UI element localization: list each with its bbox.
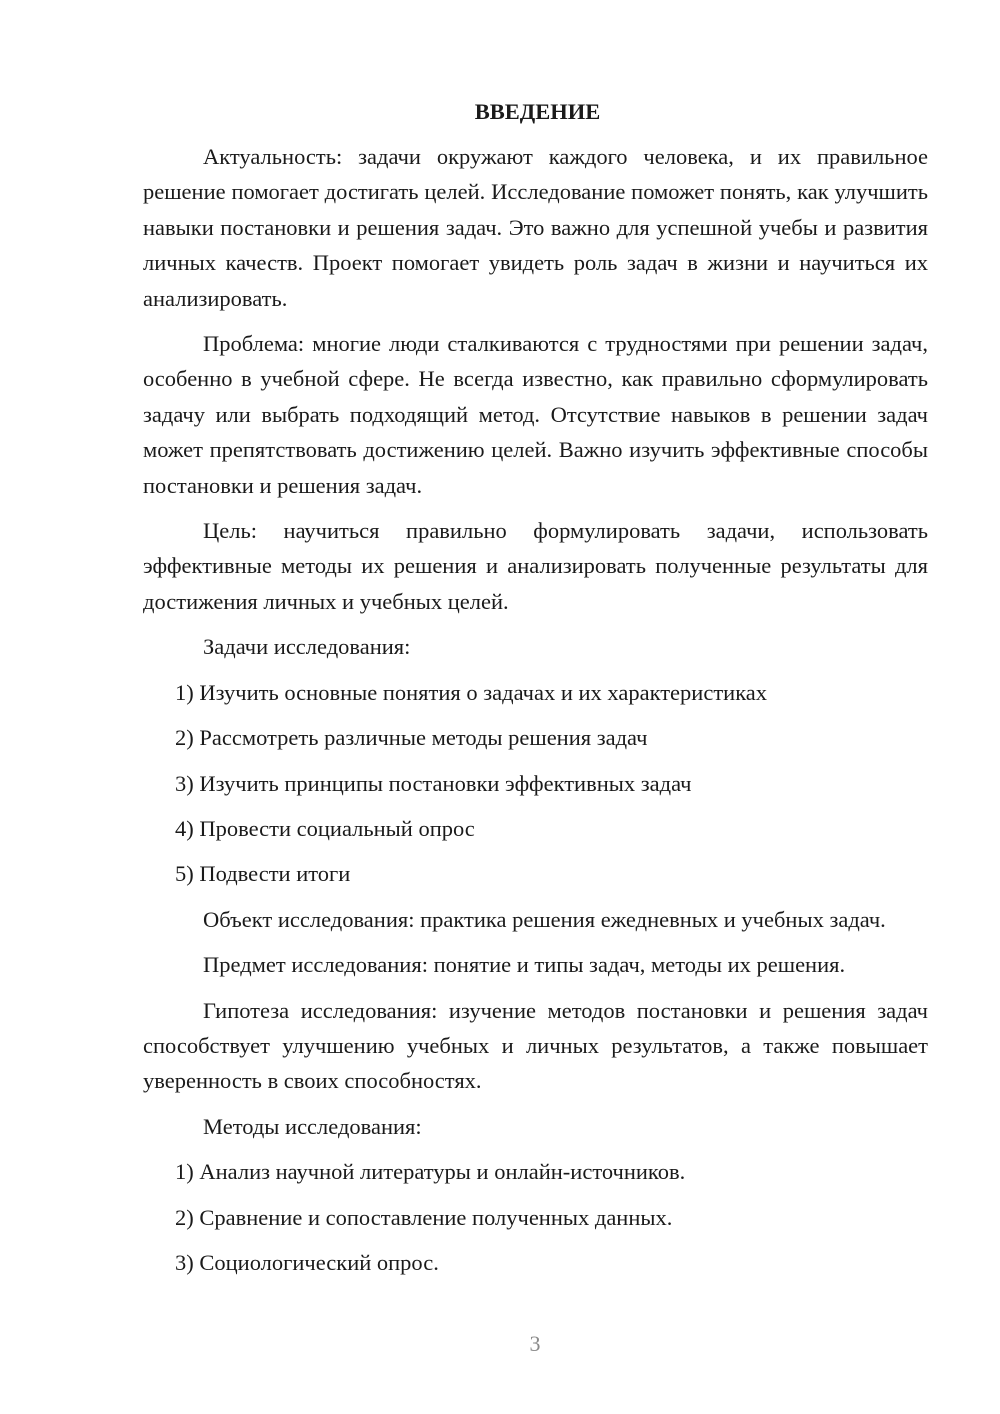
paragraph-hypothesis: Гипотеза исследования: изучение методов постановки и решения задач способствует улучшению учебных и личных результатов, а также повышает уверенность в своих способностях. bbox=[143, 997, 928, 1094]
page-content bbox=[143, 94, 928, 1290]
list-item: 2) Сравнение и сопоставление полученных данных. bbox=[175, 1204, 673, 1230]
paragraph-problem: Проблема: многие люди сталкиваются с трудностями при решении задач, особенно в учебной сфере. Не всегда известно, как правильно сформулировать задачу или выбрать подходящий метод. Отсутствие навыков в решении задач может препятствовать достижению целей. Важно изучить эффективные способы постановки и решения задач. bbox=[143, 331, 928, 498]
tasks-label: Задачи исследования: bbox=[203, 634, 411, 660]
list-item: 2) Рассмотреть различные методы решения задач bbox=[175, 725, 648, 751]
page-number: 3 bbox=[529, 1331, 541, 1356]
paragraph-goal: Цель: научиться правильно формулировать задачи, использовать эффективные методы их решения и анализировать полученные результаты для достижения личных и учебных целей. bbox=[143, 518, 928, 614]
list-item: 4) Провести социальный опрос bbox=[175, 815, 475, 841]
list-item: 5) Подвести итоги bbox=[175, 861, 351, 887]
list-item: 3) Изучить принципы постановки эффективных задач bbox=[175, 770, 692, 796]
paragraph-relevance: Актуальность: задачи окружают каждого человека, и их правильное решение помогает достигать целей. Исследование поможет понять, как улучшить навыки постановки и решения задач. Это важно для успешной учебы и развития личных качеств. Проект помогает увидеть роль задач в жизни и научиться их анализировать. bbox=[143, 144, 928, 311]
paragraph-subject: Предмет исследования: понятие и типы задач, методы их решения. bbox=[203, 952, 846, 978]
list-item: 3) Социологический опрос. bbox=[175, 1249, 439, 1275]
tasks-list bbox=[143, 675, 928, 892]
methods-list bbox=[143, 1154, 928, 1280]
list-item: 1) Изучить основные понятия о задачах и их характеристиках bbox=[175, 679, 768, 705]
section-title: ВВЕДЕНИЕ bbox=[474, 99, 601, 124]
paragraph-object: Объект исследования: практика решения ежедневных и учебных задач. bbox=[203, 906, 886, 932]
methods-label: Методы исследования: bbox=[203, 1113, 422, 1139]
list-item: 1) Анализ научной литературы и онлайн-источников. bbox=[175, 1159, 686, 1185]
